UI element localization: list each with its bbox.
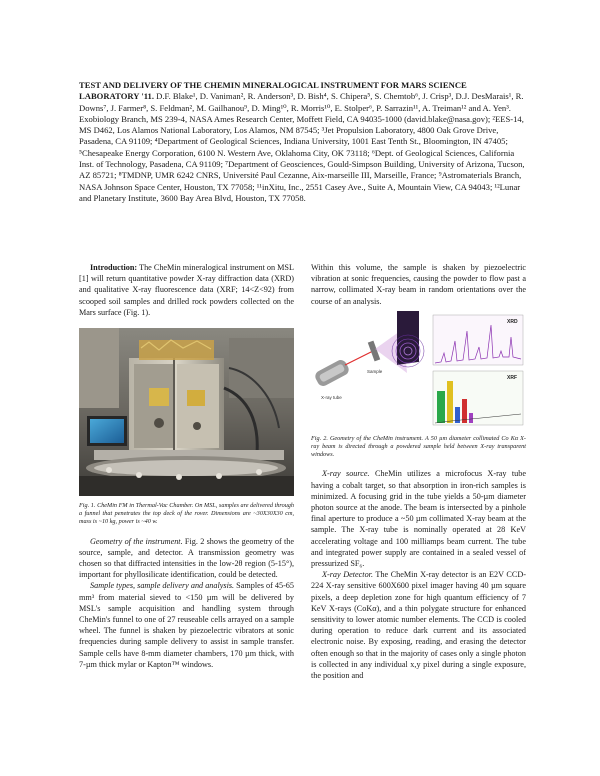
intro-heading: Introduction: (90, 263, 138, 272)
detector-text: The CheMin X-ray detector is an E2V CCD-224 X-ray sensitive 600X600 pixel imager having 40 µm square pixels, a deep depletion zone for high quantum efficiency of 7 KeV X-rays (CoKα), and a thin polygate structure for enhanced sensitivity to lower atomic number elements. The CCD is cooled during operation to reduce dark current and its associated electronic noise. By exposing, reading, and erasing the detector often enough so that in the majority of cases only a single photon is collected in any individual x,y pixel during a single exposure, the position and (311, 570, 526, 681)
sample-heading: Sample types, sample delivery and analysis. (90, 581, 235, 591)
detector-paragraph (311, 569, 526, 681)
left-column (79, 262, 294, 670)
affiliation-list: Exobiology Branch, MS 239-4, NASA Ames Research Center, Moffett Field, CA 94035-1000 (david.blake@nasa.gov); ²EES-14, MS D462, Los Alamos National Laboratory, Los Alamos, NM 87545; ³Jet Propulsion Laboratory, 4800 Oak Grove Drive, Pasadena, CA 91109; ⁴Department of Geological Sciences, Indiana University, 1001 East Tenth St., Bloomington, IN 47405; ⁵Chesapeake Energy Corporation, 6100 N. Western Ave, Oklahoma City, OK 73118; ⁶Dept. of Geological Sciences, California Inst. of Technology, Pasadena, CA 91109; ⁷Department of Geosciences, Gould-Simpson Building, University of Arizona, Tucson, AZ 85721; ⁸TMDNP, UMR 6242 CNRS, Université Paul Cezanne, Aix-marseille III, Marseille, France; ⁹Astromaterials Branch, NASA Johnson Space Center, Houston, TX 77058; ¹¹inXitu, Inc., 2551 Casey Ave., Suite A, Mountain View, CA 94043; ¹²Lunar and Planetary Institute, 3600 Bay Area Blvd, Houston, TX 77058. (79, 113, 525, 203)
source-heading: X-ray source. (322, 469, 370, 479)
figure-2-diagram (311, 311, 526, 429)
tube-label: X-ray tube (321, 394, 342, 400)
figure-2-caption: Fig. 2. Geometry of the CheMin instrument. A 50 µm diameter collimated Co Kα X-ray beam is directed through a powdered sample held between X-ray transparent windows. (311, 434, 526, 459)
sample-label: Sample (367, 368, 383, 374)
xrd-label: XRD (507, 318, 518, 325)
continued-paragraph: Within this volume, the sample is shaken by piezoelectric vibration at sonic frequencies, causing the powder to flow past a narrow, collimated X-ray beam in random orientations over the course of an analysis. (311, 263, 526, 306)
right-column (311, 262, 526, 681)
xrf-label: XRF (507, 374, 517, 381)
detector-heading: X-ray Detector. (322, 570, 373, 580)
intro-paragraph (79, 262, 294, 318)
author-list: D.F. Blake¹, D. Vaniman², R. Anderson³, D. Bish⁴, S. Chipera⁵, S. Chemtob⁶, J. Crisp³, D.J. DesMarais¹, R. Downs⁷, J. Farmer⁸, S. Feldman², M. Gailhanou⁹, D. Ming¹⁰, R. Morris¹⁰, E. Stolper⁶, P. Sarrazin¹¹, A. Treiman¹² and A. Yen³. (79, 91, 524, 113)
geometry-text: Fig. 2 shows the geometry of the source, sample, and detector. A transmission geometry was chosen so that diffracted intensities in the low-2θ region (5-15°), important for phyllosilicate identification, could be detected. (79, 536, 294, 580)
figure-1-photo (79, 328, 294, 496)
paper-title: TEST AND DELIVERY OF THE CHEMIN MINERALOGICAL INSTRUMENT FOR MARS SCIENCE LABORATORY '11. (79, 80, 467, 102)
source-text: CheMin utilizes a microfocus X-ray tube having a cobalt target, so that absorption in iron-rich samples is minimized. A focusing grid in the tube yields a 50-µm diameter photon source at the anode. The beam is intersected by a pinhole final aperture to produce a ~50 µm collimated X-ray beam at the sample. The X-ray tube is nominally operated at 28 KeV accelerating voltage and 100 milliamps beam current. The tube and integrated power supply are contained in a sealed vessel of pressurized SF₆. (311, 469, 526, 569)
source-paragraph (311, 468, 526, 569)
geometry-paragraph (79, 536, 294, 581)
paper-header (79, 80, 527, 204)
figure-1-caption: Fig. 1. CheMin FM in Thermal-Vac Chamber. On MSL, samples are delivered through a funnel that penetrates the top deck of the rover. Dimensions are ~30X30X30 cm, mass is ~10 kg, power is ~40 w. (79, 502, 294, 526)
sample-paragraph (79, 580, 294, 670)
intro-text: The CheMin mineralogical instrument on MSL [1] will return quantitative powder X-ray diffraction data (XRD) and qualitative X-ray fluorescence data (XRF; 14<Z<92) from scooped soil samples and drilled rock powders collected on the Mars surface (Fig. 1). (79, 263, 294, 317)
sample-text: Samples of 45-65 mm³ from material sieved to <150 µm will be delivered by MSL's sample acquisition and handling system through CheMin's funnel to one of 27 reuseable cells arrayed on a sample wheel. The funnel is shaken by piezoelectric vibrators at sonic frequencies during sample delivery to assist in sample transfer. Sample cells have 8-mm diameter chambers, 170 µm thick, with 7-µm thick mylar or Kapton™ windows. (79, 581, 294, 669)
geometry-heading: Geometry of the instrument. (90, 536, 183, 546)
chemin-thermal-vac-photo (79, 328, 294, 496)
instrument-geometry-diagram (311, 311, 526, 429)
